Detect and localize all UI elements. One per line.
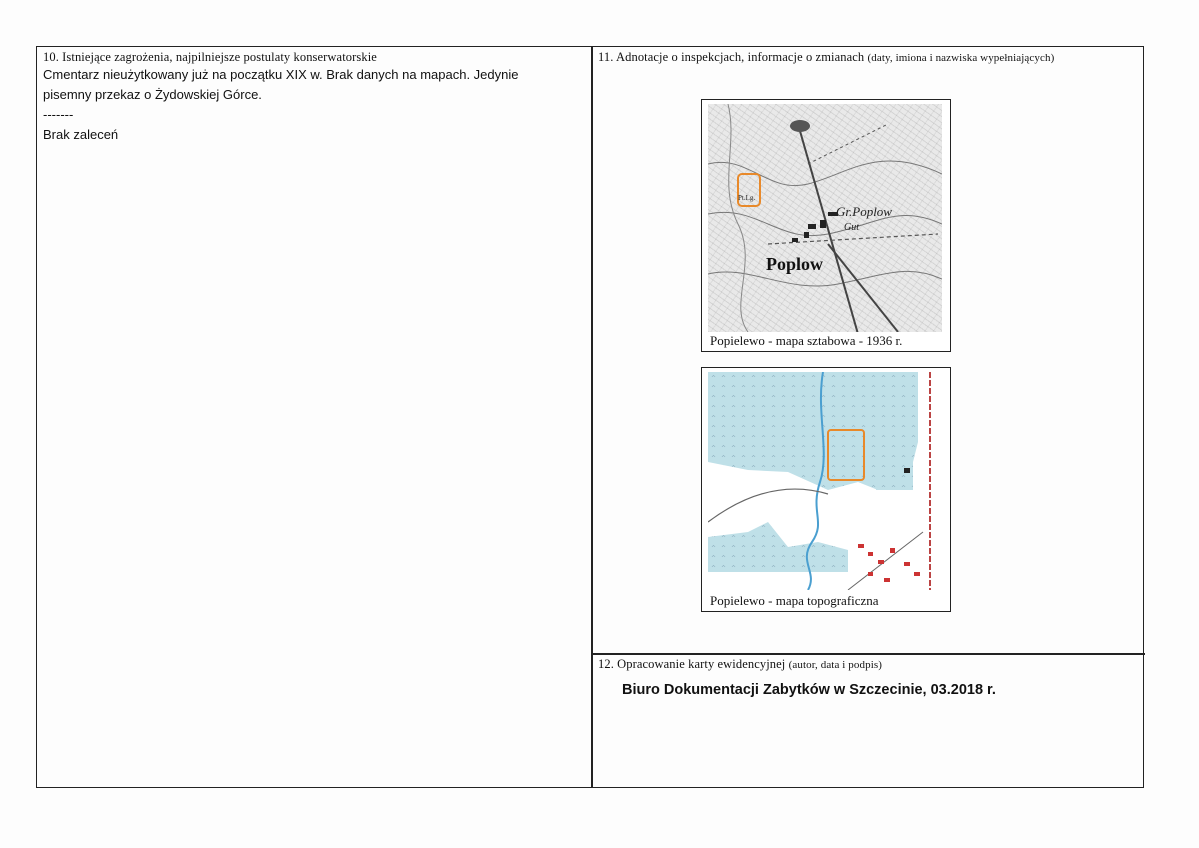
author-signature: Biuro Dokumentacji Zabytków w Szczecinie, 03.2018 r. xyxy=(622,682,996,698)
historical-map-drawing xyxy=(708,104,942,332)
historical-map-caption: Popielewo - mapa sztabowa - 1936 r. xyxy=(710,333,903,348)
section-10-heading: 10. Istniejące zagrożenia, najpilniejsze postulaty konserwatorskie xyxy=(43,50,377,64)
topographic-map-caption: Popielewo - mapa topograficzna xyxy=(710,593,879,608)
section-10-line: Cmentarz nieużytkowany już na początku XIX w. Brak danych na mapach. Jedynie xyxy=(43,67,519,82)
section-12-note: (autor, data i podpis) xyxy=(788,659,882,671)
topographic-map-image xyxy=(708,372,934,590)
record-card-table xyxy=(36,46,1144,788)
map-label-village: Poplow xyxy=(766,254,824,274)
section-12-title: 12. Opracowanie karty ewidencyjnej xyxy=(598,657,786,671)
section-10-line: pisemny przekaz o Żydowskiej Górce. xyxy=(43,87,262,102)
topographic-map-drawing xyxy=(708,372,934,590)
section-12-heading xyxy=(598,657,882,672)
map-label-estate: Gr.Poplow xyxy=(836,204,892,219)
section-11-title: 11. Adnotacje o inspekcjach, informacje o zmianach xyxy=(598,50,865,64)
map-label-small: Pt.Lg. xyxy=(738,194,756,202)
historical-map-image xyxy=(708,104,942,332)
section-12 xyxy=(592,654,1145,789)
section-10-body xyxy=(43,65,583,145)
map-label-gut: Gut xyxy=(844,222,859,233)
historical-map-panel xyxy=(701,99,951,352)
topographic-map-panel xyxy=(701,367,951,612)
section-11-note: (daty, imiona i nazwiska wypełniających) xyxy=(867,52,1055,64)
section-10-recommendation: Brak zaleceń xyxy=(43,127,119,142)
section-11-heading xyxy=(598,50,1054,65)
section-10-separator: ------- xyxy=(43,107,74,122)
